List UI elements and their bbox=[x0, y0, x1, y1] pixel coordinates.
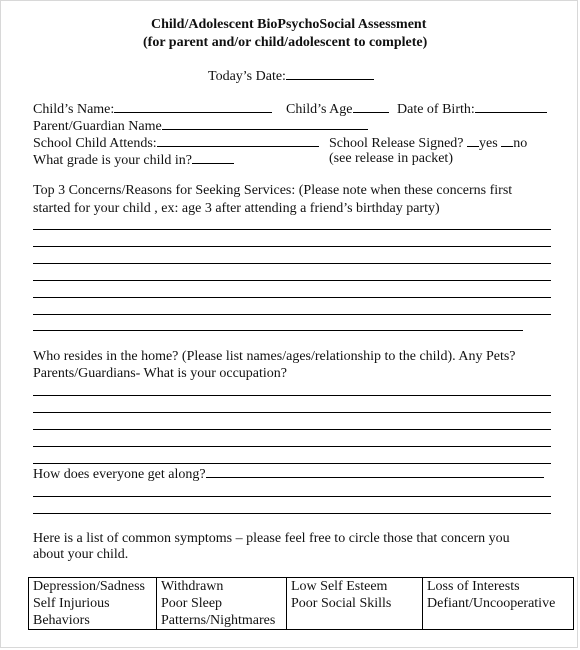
release-yes-label: yes bbox=[479, 136, 498, 151]
release-no-blank[interactable] bbox=[501, 133, 513, 147]
school-field[interactable] bbox=[157, 133, 319, 147]
home-prompt-line1: Who resides in the home? (Please list names/ages/relationship to the child). Any Pets? bbox=[33, 349, 516, 364]
grade-label: What grade is your child in? bbox=[33, 153, 193, 168]
getalong-row bbox=[33, 464, 544, 483]
childs-age-field[interactable] bbox=[353, 99, 389, 113]
concerns-answer-line[interactable] bbox=[33, 280, 551, 281]
concerns-answer-line[interactable] bbox=[33, 246, 551, 247]
symptom-cell[interactable] bbox=[287, 578, 423, 630]
symptom-text: Behaviors bbox=[33, 613, 90, 628]
symptom-text: Defiant/Uncooperative bbox=[427, 596, 556, 611]
childs-name-label: Child’s Name: bbox=[33, 102, 115, 117]
home-answer-line[interactable] bbox=[33, 429, 551, 430]
concerns-answer-line[interactable] bbox=[33, 229, 551, 230]
symptoms-table bbox=[28, 577, 574, 630]
grade-row bbox=[33, 150, 234, 169]
symptom-text: Self Injurious bbox=[33, 596, 110, 611]
release-note: (see release in packet) bbox=[329, 151, 453, 166]
release-no-label: no bbox=[513, 136, 528, 151]
symptom-text: Low Self Esteem bbox=[291, 579, 388, 594]
concerns-answer-line[interactable] bbox=[33, 314, 551, 315]
getalong-answer-line[interactable] bbox=[33, 496, 551, 497]
symptom-text: Withdrawn bbox=[161, 579, 224, 594]
todays-date-row bbox=[208, 66, 374, 85]
table-row bbox=[29, 578, 574, 630]
grade-field[interactable] bbox=[192, 150, 234, 164]
symptom-text: Poor Sleep bbox=[161, 596, 223, 611]
dob-field[interactable] bbox=[475, 99, 547, 113]
dob-row bbox=[397, 99, 547, 118]
guardian-field[interactable] bbox=[162, 116, 368, 130]
home-prompt-line2: Parents/Guardians- What is your occupation? bbox=[33, 366, 288, 381]
getalong-field[interactable] bbox=[206, 464, 544, 478]
home-answer-line[interactable] bbox=[33, 412, 551, 413]
symptom-text: Loss of Interests bbox=[427, 579, 520, 594]
form-title: Child/Adolescent BioPsychoSocial Assessment bbox=[151, 17, 427, 32]
childs-name-field[interactable] bbox=[114, 99, 272, 113]
todays-date-field[interactable] bbox=[286, 66, 374, 80]
symptom-text: Patterns/Nightmares bbox=[161, 613, 276, 628]
home-answer-line[interactable] bbox=[33, 395, 551, 396]
symptoms-prompt-line1: Here is a list of common symptoms – please feel free to circle those that concern you bbox=[33, 531, 510, 546]
guardian-label: Parent/Guardian Name bbox=[33, 119, 162, 134]
childs-age-label: Child’s Age bbox=[286, 102, 353, 117]
symptom-cell[interactable] bbox=[423, 578, 574, 630]
form-subtitle: (for parent and/or child/adolescent to complete) bbox=[143, 35, 428, 50]
concerns-answer-line[interactable] bbox=[33, 297, 551, 298]
symptom-text: Depression/Sadness bbox=[33, 579, 145, 594]
symptom-cell[interactable] bbox=[157, 578, 287, 630]
home-answer-line[interactable] bbox=[33, 446, 551, 447]
concerns-answer-line[interactable] bbox=[33, 330, 523, 331]
release-yes-blank[interactable] bbox=[467, 133, 479, 147]
symptom-text: Poor Social Skills bbox=[291, 596, 392, 611]
getalong-label: How does everyone get along? bbox=[33, 467, 206, 482]
dob-label: Date of Birth: bbox=[397, 102, 475, 117]
concerns-answer-line[interactable] bbox=[33, 263, 551, 264]
concerns-prompt-line1: Top 3 Concerns/Reasons for Seeking Services: (Please note when these concerns first bbox=[33, 183, 513, 198]
getalong-answer-line[interactable] bbox=[33, 513, 551, 514]
todays-date-label: Today’s Date: bbox=[208, 69, 286, 84]
symptoms-prompt-line2: about your child. bbox=[33, 547, 129, 562]
school-label: School Child Attends: bbox=[33, 136, 157, 151]
symptom-cell[interactable] bbox=[29, 578, 157, 630]
concerns-prompt-line2: started for your child , ex: age 3 after attending a friend’s birthday party) bbox=[33, 201, 440, 216]
release-label: School Release Signed? bbox=[329, 136, 464, 151]
